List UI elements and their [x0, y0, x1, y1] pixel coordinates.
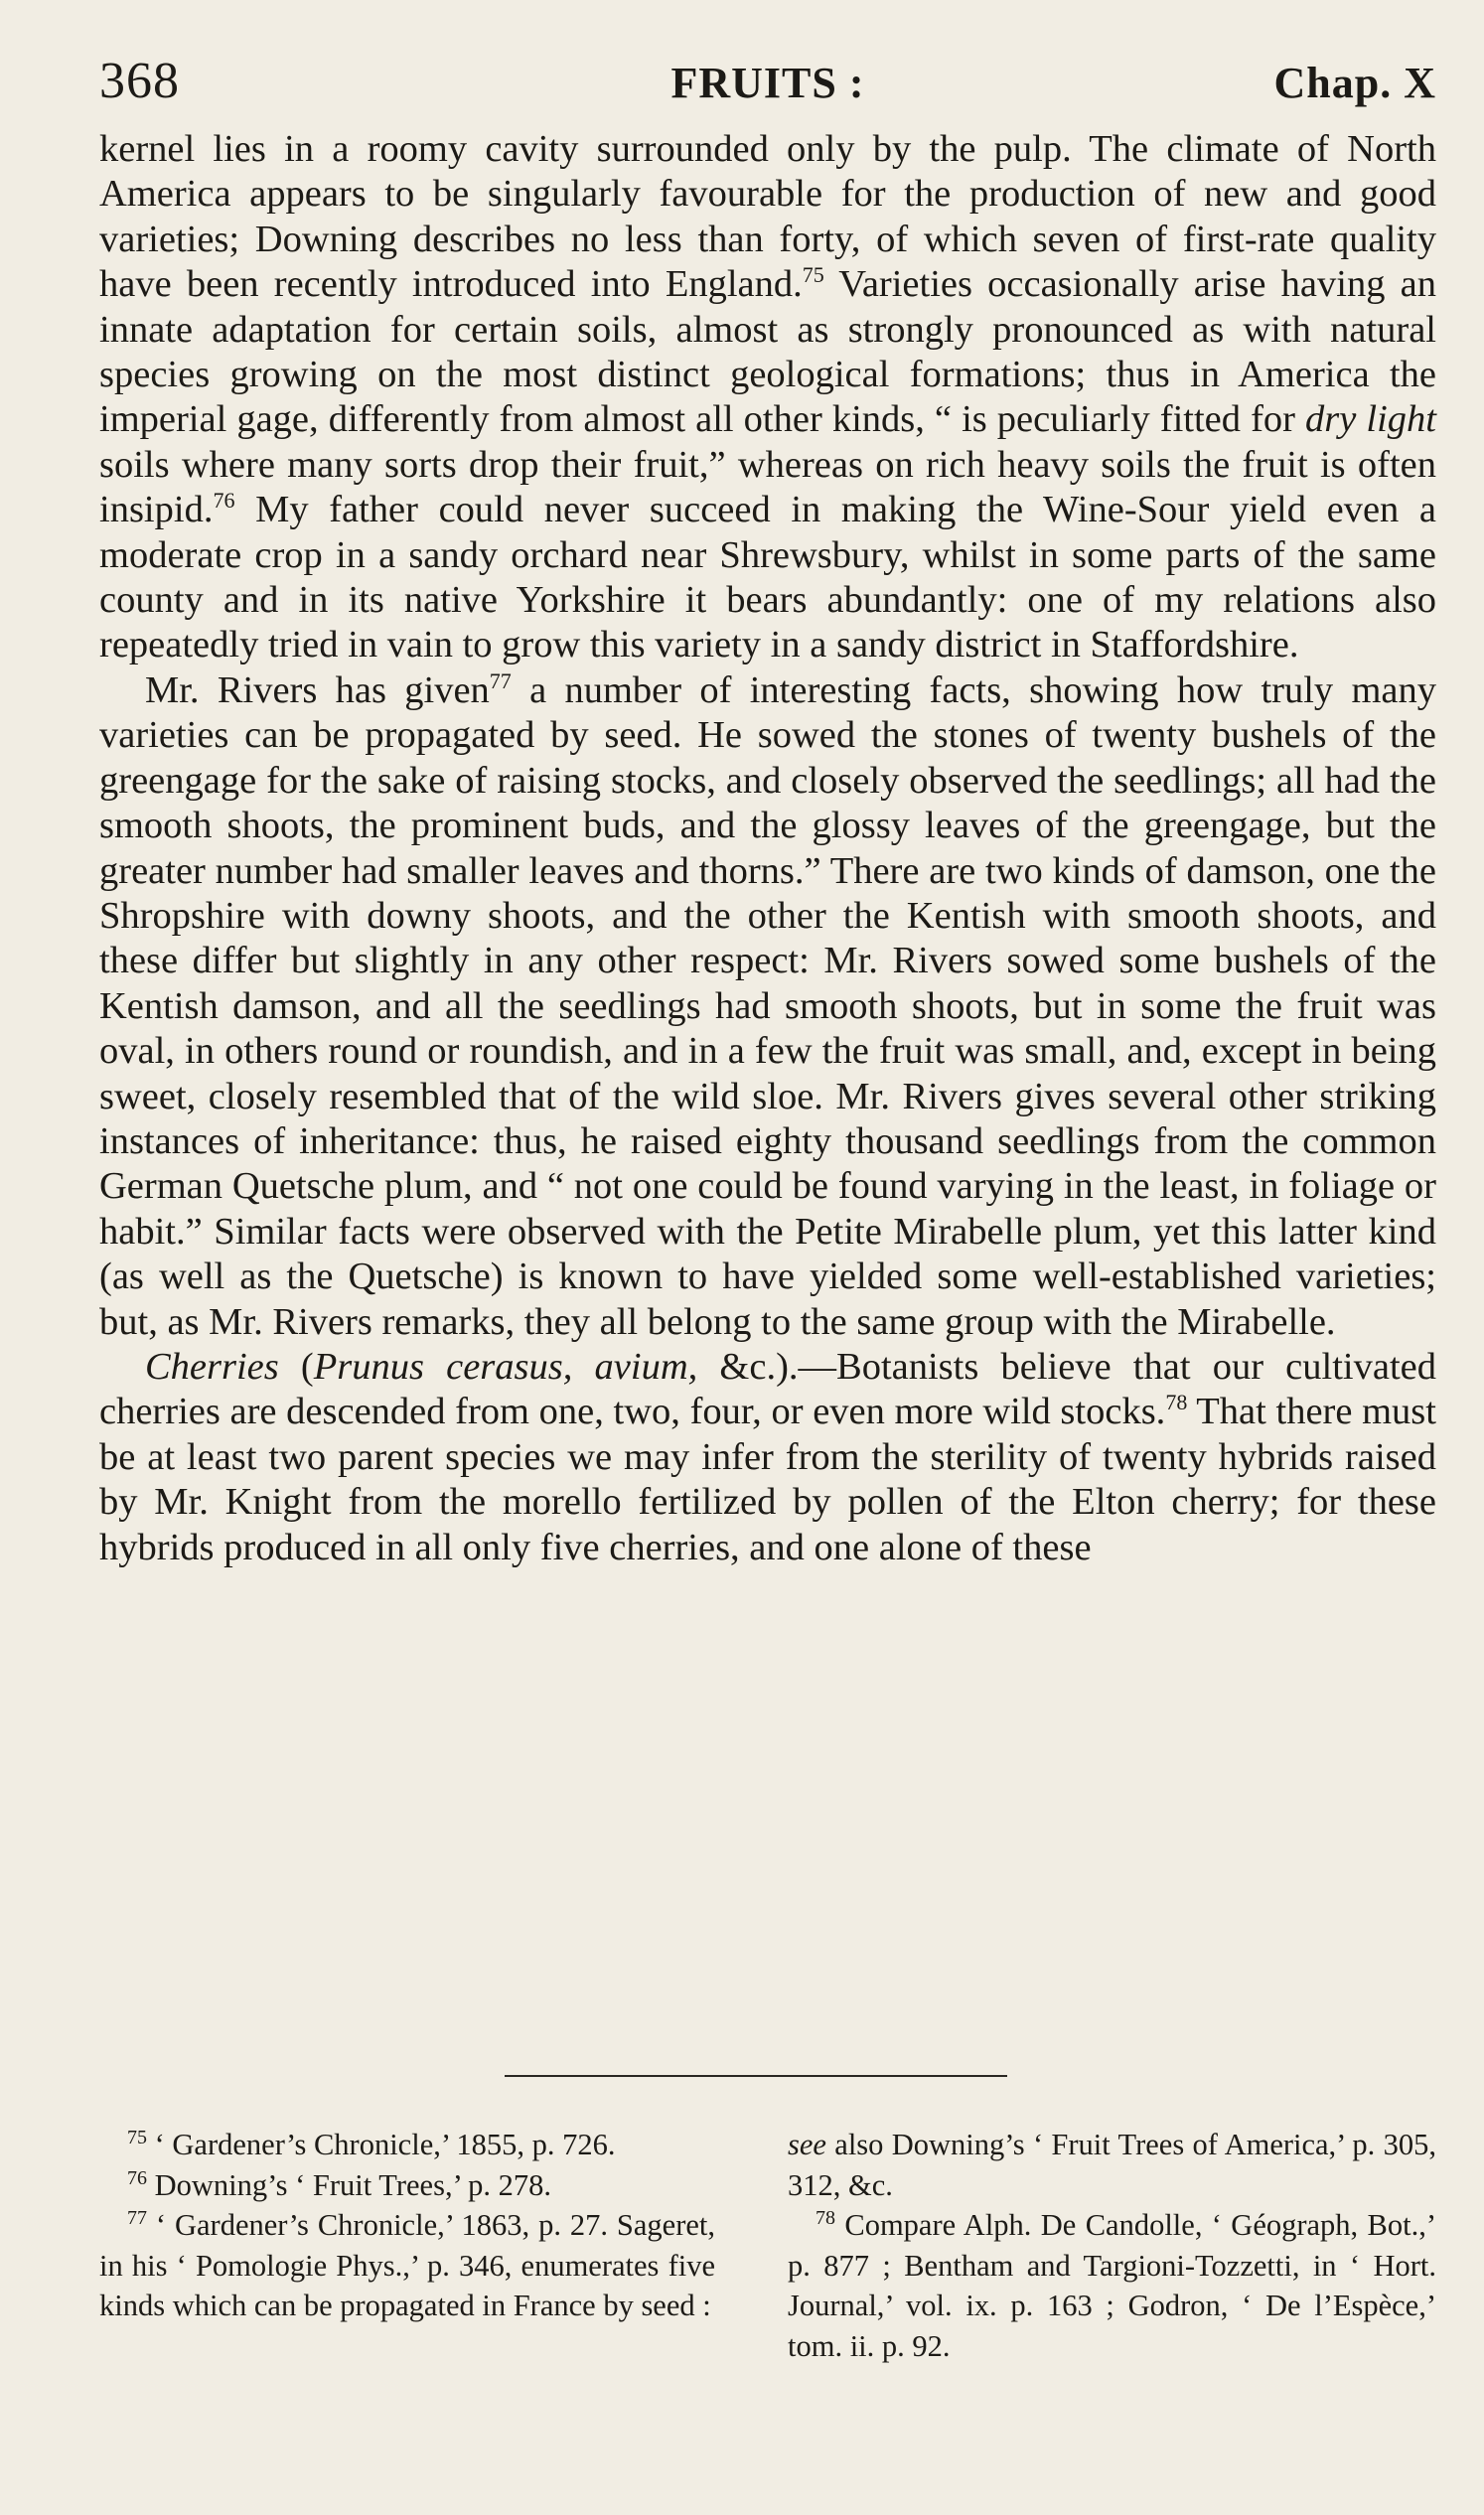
footnote-column-left [99, 2125, 715, 2326]
footnote-number: 75 [127, 2126, 147, 2148]
text-run: My father could never succeed in making the Wine-Sour yield even a moderate crop in a sandy orchard near Shrewsbury, whilst in some parts of the same county and in its native Yorkshire it bears abundantly: one of my relations also repeatedly tried in vain to grow this variety in a sandy district in Staffordshire. [99, 489, 1436, 666]
text-run: That there must be at least two parent species we may infer from the sterility of twenty hybrids raised by Mr. Knight from the morello fertilized by pollen of the Elton cherry; for these hybrids produced in all only five cherries, and one alone of these [99, 1391, 1436, 1568]
footnote-text: Compare Alph. De Candolle, ‘ Géograph, Bot.,’ p. 877 ; Bentham and Targioni-Tozzetti, in ‘ Hort. Journal,’ vol. ix. p. 163 ; Godron, ‘ De l’Espèce,’ tom. ii. p. 92. [788, 2208, 1436, 2363]
footnote-75 [99, 2125, 715, 2165]
footnote-77 [99, 2205, 715, 2326]
footnote-number: 78 [816, 2206, 835, 2229]
footnote-text: also Downing’s ‘ Fruit Trees of America,’ p. 305, 312, &c. [788, 2128, 1436, 2202]
text-run: a number of interesting facts, showing how truly many varieties can be propagated by seed. He sowed the stones of twenty bushels of the greengage for the sake of raising stocks, and closely observed the seedlings; all had the smooth shoots, the prominent buds, and the glossy leaves of the greengage, but the greater number had smaller leaves and thorns.” There are two kinds of damson, one the Shropshire with downy shoots, and the other the Kentish with smooth shoots, and these differ but slightly in any other respect: Mr. Rivers sowed some bushels of the Kentish damson, and all the seedlings had smooth shoots, but in some the fruit was oval, in others round or roundish, and in a few the fruit was small, and, except in being sweet, closely resembled that of the wild sloe. Mr. Rivers gives several other striking instances of inheritance: thus, he raised eighty thousand seedlings from the common German Quetsche plum, and “ not one could be found varying in the least, in foliage or habit.” Similar facts were observed with the Petite Mirabelle plum, yet this latter kind (as well as the Quetsche) is known to have yielded some well-established varieties; but, as Mr. Rivers remarks, they all belong to the same group with the Mirabelle. [99, 668, 1436, 1343]
italic-text: see [788, 2128, 826, 2161]
paragraph [99, 668, 1436, 1345]
running-title: FRUITS : [670, 59, 865, 107]
footnote-number: 76 [127, 2166, 147, 2189]
main-text [99, 127, 1436, 1570]
footnote-text: ‘ Gardener’s Chronicle,’ 1863, p. 27. Sageret, in his ‘ Pomologie Phys.,’ p. 346, enumerates five kinds which can be propagated in France by seed : [99, 2208, 715, 2322]
paragraph [99, 1345, 1436, 1570]
chapter-label: Chap. X [1273, 59, 1436, 107]
footnote-ref-77[interactable]: 77 [489, 668, 512, 694]
text-run: ( [278, 1345, 314, 1388]
text-run: &c.).—Botanists believe that our cultivated cherries are descended from one, two, four, or even more wild stocks. [99, 1345, 1436, 1433]
page-number: 368 [99, 53, 180, 109]
text-run: Varieties occasionally arise having an innate adaptation for certain soils, almost as strongly pronounced as with natural species growing on the most distinct geological formations; thus in America the imperial gage, differently from almost all other kinds, “ is peculiarly fitted for [99, 263, 1436, 441]
footnote-76 [99, 2165, 715, 2206]
text-run: kernel lies in a roomy cavity surrounded only by the pulp. The climate of North America appears to be singularly favourable for the production of new and good varieties; Downing describes no less than forty, of which seven of first-rate quality have been recently introduced into England. [99, 128, 1436, 306]
footnote-77-continued [788, 2125, 1436, 2205]
footnote-text: ‘ Gardener’s Chronicle,’ 1855, p. 726. [147, 2128, 616, 2161]
running-head [99, 44, 1436, 127]
footnote-number: 77 [127, 2206, 147, 2229]
text-run: Mr. Rivers has given [145, 668, 490, 711]
book-page [99, 44, 1436, 2487]
paragraph [99, 127, 1436, 668]
text-run: soils where many sorts drop their fruit,” whereas on rich heavy soils the fruit is often insipid. [99, 443, 1436, 531]
footnote-ref-78[interactable]: 78 [1165, 1390, 1188, 1415]
italic-text: Prunus cerasus, avium, [313, 1345, 698, 1388]
footnote-ref-76[interactable]: 76 [213, 488, 235, 514]
footnote-column-right [788, 2125, 1436, 2366]
footnote-78 [788, 2205, 1436, 2366]
footnote-divider [505, 2075, 1007, 2077]
footnote-text: Downing’s ‘ Fruit Trees,’ p. 278. [147, 2167, 551, 2202]
footnote-ref-75[interactable]: 75 [802, 262, 824, 288]
italic-text: Cherries [145, 1345, 279, 1388]
italic-text: dry light [1305, 398, 1436, 441]
